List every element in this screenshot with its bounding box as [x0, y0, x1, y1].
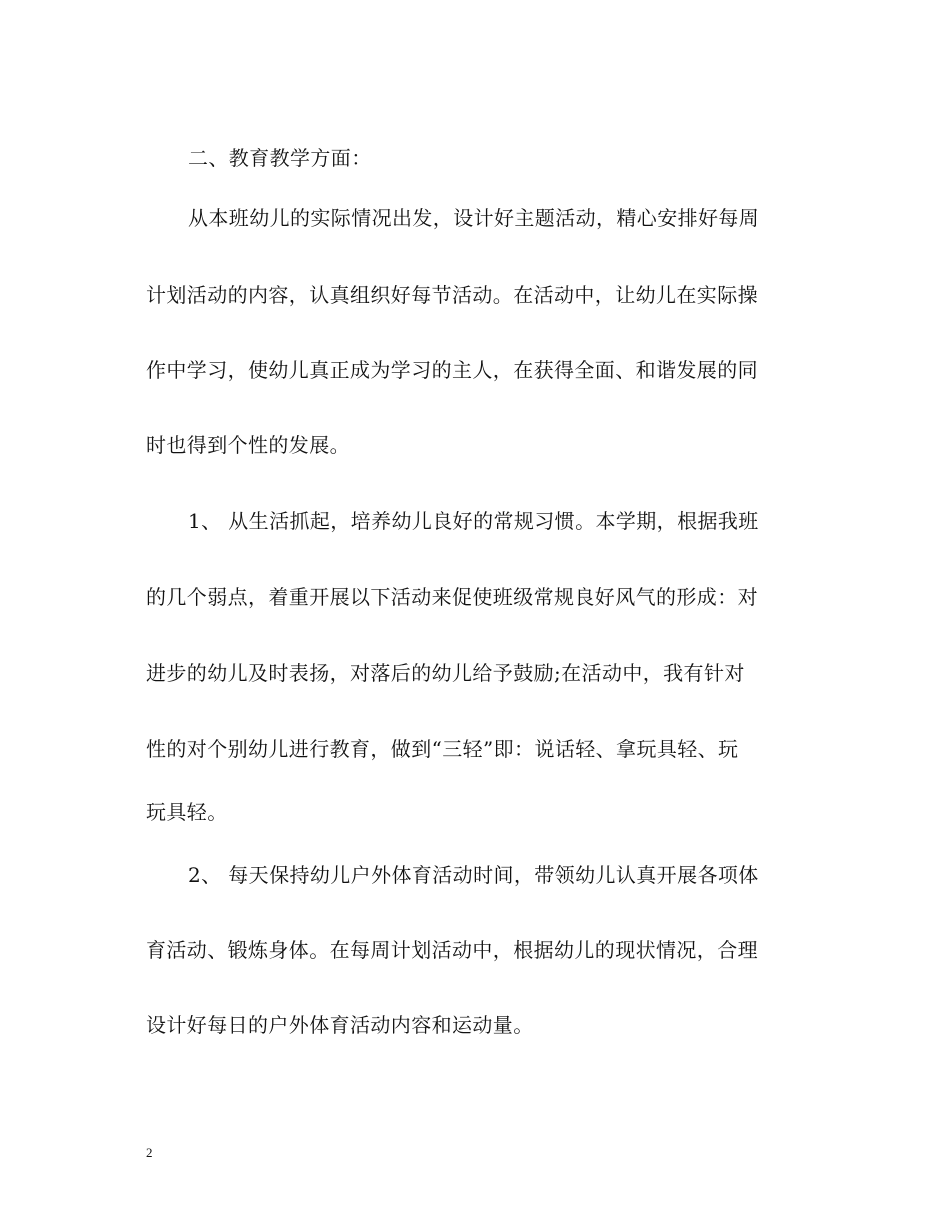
- list-item-line: 1、 从生活抓起，培养幼儿良好的常规习惯。本学期，根据我班: [188, 509, 759, 533]
- paragraph-line: 玩具轻。: [146, 800, 228, 824]
- paragraph-line: 作中学习，使幼儿真正成为学习的主人，在获得全面、和谐发展的同: [146, 358, 758, 382]
- paragraph-line: 时也得到个性的发展。: [146, 433, 350, 457]
- paragraph-line: 的几个弱点，着重开展以下活动来促使班级常规良好风气的形成：对: [146, 585, 758, 609]
- paragraph-line: 性的对个别幼儿进行教育，做到“三轻”即：说话轻、拿玩具轻、玩: [146, 737, 739, 761]
- paragraph-line: 育活动、锻炼身体。在每周计划活动中，根据幼儿的现状情况，合理: [146, 938, 758, 962]
- list-item-line: 2、 每天保持幼儿户外体育活动时间，带领幼儿认真开展各项体: [188, 863, 759, 887]
- paragraph-line: 进步的幼儿及时表扬，对落后的幼儿给予鼓励;在活动中，我有针对: [146, 661, 745, 685]
- paragraph-line: 设计好每日的户外体育活动内容和运动量。: [146, 1013, 534, 1037]
- paragraph-line: 计划活动的内容，认真组织好每节活动。在活动中，让幼儿在实际操: [146, 283, 758, 307]
- page-number: 2: [146, 1145, 153, 1160]
- paragraph-line: 从本班幼儿的实际情况出发，设计好主题活动，精心安排好每周: [188, 206, 760, 230]
- section-heading: 二、教育教学方面：: [188, 146, 372, 170]
